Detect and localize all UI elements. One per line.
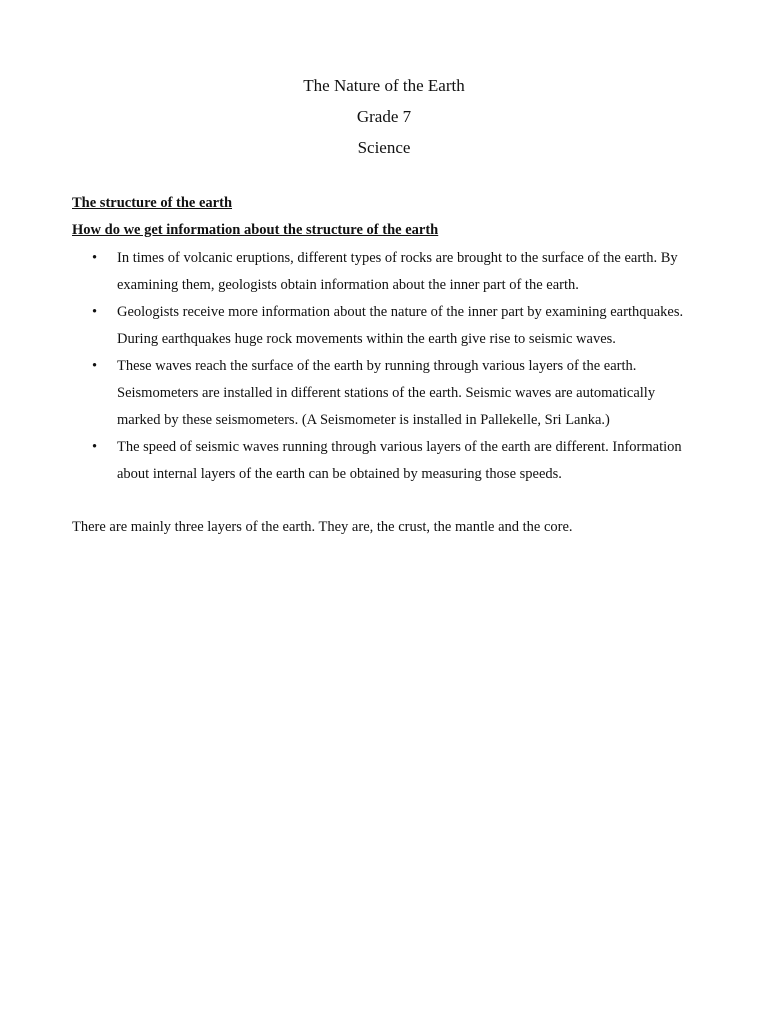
list-item	[72, 353, 692, 434]
document-title: The Nature of the Earth	[303, 76, 465, 95]
subsection-heading: How do we get information about the structure of the earth	[72, 222, 439, 238]
bullet-icon: •	[92, 304, 98, 320]
section-heading: The structure of the earth	[72, 195, 233, 211]
subject-label: Science	[357, 138, 411, 157]
list-item	[72, 299, 692, 353]
title-block	[0, 70, 768, 163]
grade-label: Grade 7	[356, 107, 412, 126]
bullet-text: The speed of seismic waves running through various layers of the earth are different. Information about internal layers of the earth can be obtained by measuring those speeds.	[117, 439, 682, 482]
bullet-text: These waves reach the surface of the earth by running through various layers of the earth. Seismometers are installed in different stations of the earth. Seismic waves are automatically marked by these seismometers. (A Seismometer is installed in Pallekelle, Sri Lanka.)	[117, 358, 656, 428]
bullet-icon: •	[92, 358, 98, 374]
bullet-icon: •	[92, 250, 98, 266]
bullet-icon: •	[92, 439, 98, 455]
list-item	[72, 434, 692, 488]
bullet-text: In times of volcanic eruptions, different types of rocks are brought to the surface of the earth. By examining them, geologists obtain information about the inner part of the earth.	[117, 250, 678, 293]
list-item	[72, 245, 692, 299]
bullet-list	[72, 245, 692, 488]
bullet-text: Geologists receive more information about the nature of the inner part by examining earthquakes. During earthquakes huge rock movements within the earth give rise to seismic waves.	[117, 304, 684, 347]
conclusion-paragraph: There are mainly three layers of the earth. They are, the crust, the mantle and the core.	[72, 519, 573, 535]
document-body	[72, 190, 692, 541]
